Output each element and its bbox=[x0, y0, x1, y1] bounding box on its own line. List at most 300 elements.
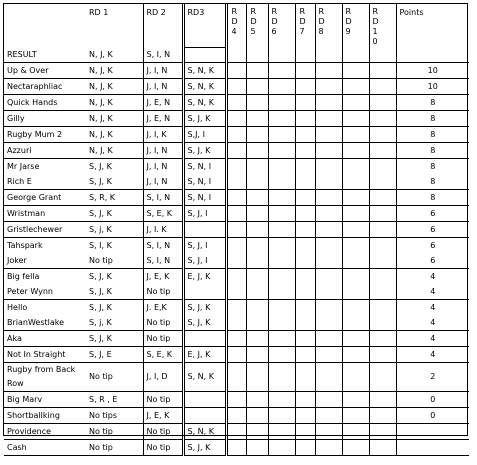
result-label: RESULT bbox=[4, 47, 86, 62]
rd9-tip bbox=[342, 439, 369, 455]
rd8-tip bbox=[315, 126, 342, 142]
rd7-tip bbox=[295, 391, 315, 407]
tipster-name: Up & Over bbox=[4, 62, 86, 78]
rd6-tip bbox=[268, 142, 295, 158]
table-row bbox=[4, 362, 469, 391]
rd6-tip bbox=[268, 439, 295, 455]
rd8-tip bbox=[315, 237, 342, 253]
rd4-tip bbox=[226, 330, 246, 346]
rd2-tip: J, I, K bbox=[143, 126, 183, 142]
rd5-tip bbox=[246, 78, 268, 94]
table-row bbox=[4, 110, 469, 126]
rd7-tip bbox=[295, 268, 315, 284]
rd7-tip bbox=[295, 158, 315, 174]
rd6-tip bbox=[268, 315, 295, 331]
rd7-tip bbox=[295, 439, 315, 455]
result-rd2: S, I, N bbox=[143, 47, 183, 62]
rd2-tip: No tip bbox=[143, 391, 183, 407]
rd1-tip: S, R , E bbox=[86, 391, 143, 407]
rd4-tip bbox=[226, 189, 246, 205]
table-row bbox=[4, 126, 469, 142]
rd3-tip: E, J, K bbox=[183, 346, 226, 362]
rd2-tip: J, I. K bbox=[143, 221, 183, 237]
header-rd9 bbox=[342, 4, 369, 47]
rd3-tip: S, J, I bbox=[183, 205, 226, 221]
table-row bbox=[4, 62, 469, 78]
header-rd8 bbox=[315, 4, 342, 47]
rd3-tip: S, J, K bbox=[183, 110, 226, 126]
points-value: 6 bbox=[430, 240, 436, 250]
rd4-tip bbox=[226, 110, 246, 126]
tipster-name: Peter Wynn bbox=[4, 284, 86, 300]
rd3-tip: S, J, I bbox=[183, 237, 226, 253]
rd10-tip bbox=[369, 110, 396, 126]
result-rd6 bbox=[268, 47, 295, 62]
rd10-tip bbox=[369, 142, 396, 158]
rd8-tip bbox=[315, 158, 342, 174]
points-value: 8 bbox=[396, 94, 469, 110]
tipster-name: Big fella bbox=[7, 271, 40, 281]
rd10-tip bbox=[369, 423, 396, 439]
points-value: 8 bbox=[396, 110, 469, 126]
rd3-tip: S, N, K bbox=[183, 78, 226, 94]
result-rd4 bbox=[226, 47, 246, 62]
table-row bbox=[4, 299, 469, 315]
rd5-tip bbox=[246, 315, 268, 331]
header-rd5 bbox=[246, 4, 268, 47]
points-value: 6 bbox=[396, 221, 469, 237]
rd3-tip: S, J, I bbox=[183, 253, 226, 269]
rd4-tip bbox=[226, 62, 246, 78]
rd8-tip bbox=[315, 78, 342, 94]
result-rd3 bbox=[183, 47, 226, 62]
rd9-tip bbox=[342, 221, 369, 237]
rd5-tip bbox=[246, 407, 268, 423]
tipster-name: Mr Jarse bbox=[7, 161, 40, 171]
rd5-tip bbox=[246, 253, 268, 269]
table-row bbox=[4, 221, 469, 237]
rd10-tip bbox=[369, 362, 396, 391]
points-value: 0 bbox=[396, 391, 469, 407]
rd9-tip bbox=[342, 142, 369, 158]
rd8-tip bbox=[315, 268, 342, 284]
rd6-tip bbox=[268, 94, 295, 110]
table-row bbox=[4, 268, 469, 284]
rd2-tip: No tip bbox=[143, 284, 183, 300]
rd8-tip bbox=[315, 189, 342, 205]
rd6-tip bbox=[268, 423, 295, 439]
rd3-tip: S, N, I bbox=[183, 174, 226, 190]
result-rd5 bbox=[246, 47, 268, 62]
rd1-tip: S, j, K bbox=[86, 221, 143, 237]
points-value: 8 bbox=[396, 174, 469, 190]
result-rd1: N, J, K bbox=[86, 47, 143, 62]
table-row bbox=[4, 205, 469, 221]
rd7-tip bbox=[295, 315, 315, 331]
rd9-tip bbox=[342, 94, 369, 110]
rd10-tip bbox=[369, 330, 396, 346]
rd8-tip bbox=[315, 174, 342, 190]
rd1-tip: No tip bbox=[86, 423, 143, 439]
table-row bbox=[4, 189, 469, 205]
header-rd7 bbox=[295, 4, 315, 47]
rd8-tip bbox=[315, 110, 342, 126]
rd4-tip bbox=[226, 315, 246, 331]
rd1-tip: S, J, K bbox=[86, 330, 143, 346]
rd10-tip bbox=[369, 299, 396, 315]
rd3-tip bbox=[183, 407, 226, 423]
points-value: 4 bbox=[396, 284, 469, 300]
points-value: 0 bbox=[396, 407, 469, 423]
rd10-tip bbox=[369, 407, 396, 423]
header-rd3: RD3 bbox=[183, 4, 226, 47]
rd9-tip bbox=[342, 330, 369, 346]
rd4-tip bbox=[226, 221, 246, 237]
rd9-tip bbox=[342, 391, 369, 407]
rd7-tip bbox=[295, 237, 315, 253]
rd1-tip: S, J, K bbox=[86, 284, 143, 300]
rd5-tip bbox=[246, 221, 268, 237]
rd7-tip bbox=[295, 330, 315, 346]
rd9-tip bbox=[342, 299, 369, 315]
rd7-tip bbox=[295, 221, 315, 237]
rd10-tip bbox=[369, 221, 396, 237]
points-value: 10 bbox=[396, 78, 469, 94]
rd3-tip bbox=[183, 284, 226, 300]
table-row bbox=[4, 78, 469, 94]
rd9-tip bbox=[342, 253, 369, 269]
header-rd5-text: R D 5 bbox=[250, 7, 257, 36]
rd1-tip: S, J, K bbox=[86, 268, 143, 284]
rd7-tip bbox=[295, 299, 315, 315]
header-row bbox=[4, 4, 469, 47]
rd10-tip bbox=[369, 205, 396, 221]
rd5-tip bbox=[246, 423, 268, 439]
rd9-tip bbox=[342, 62, 369, 78]
header-rd10 bbox=[369, 4, 396, 47]
header-rd9-text: RD 9 bbox=[345, 7, 352, 36]
rd6-tip bbox=[268, 189, 295, 205]
rd9-tip bbox=[342, 237, 369, 253]
rd5-tip bbox=[246, 205, 268, 221]
rd6-tip bbox=[268, 78, 295, 94]
rd7-tip bbox=[295, 142, 315, 158]
table-row bbox=[4, 237, 469, 253]
rd6-tip bbox=[268, 268, 295, 284]
tipping-table bbox=[4, 4, 469, 456]
rd6-tip bbox=[268, 362, 295, 391]
rd9-tip bbox=[342, 423, 369, 439]
rd1-tip: N, J, K bbox=[86, 78, 143, 94]
rd4-tip bbox=[226, 126, 246, 142]
tipster-name: Quick Hands bbox=[4, 94, 86, 110]
rd10-tip bbox=[369, 284, 396, 300]
rd2-tip: J, E, K bbox=[143, 268, 183, 284]
rd1-tip: S, J, K bbox=[86, 299, 143, 315]
rd5-tip bbox=[246, 330, 268, 346]
tipster-name: Gilly bbox=[4, 110, 86, 126]
rd4-tip bbox=[226, 253, 246, 269]
rd2-tip: No tip bbox=[143, 330, 183, 346]
rd10-tip bbox=[369, 158, 396, 174]
rd9-tip bbox=[342, 205, 369, 221]
rd3-tip bbox=[183, 221, 226, 237]
tipster-name: Hello bbox=[7, 302, 28, 312]
rd2-tip: S, I, N bbox=[143, 253, 183, 269]
rd3-tip: S, N, I bbox=[183, 158, 226, 174]
rd3-tip bbox=[183, 330, 226, 346]
rd6-tip bbox=[268, 174, 295, 190]
rd8-tip bbox=[315, 391, 342, 407]
rd8-tip bbox=[315, 315, 342, 331]
rd8-tip bbox=[315, 439, 342, 455]
rd2-tip: No tip bbox=[143, 315, 183, 331]
rd4-tip bbox=[226, 346, 246, 362]
header-rd7-text: R D 7 bbox=[299, 7, 306, 36]
rd7-tip bbox=[295, 346, 315, 362]
points-value: 6 bbox=[396, 205, 469, 221]
rd8-tip bbox=[315, 362, 342, 391]
result-points bbox=[396, 47, 469, 62]
tipster-name: Gristlechewer bbox=[4, 221, 86, 237]
rd5-tip bbox=[246, 268, 268, 284]
rd8-tip bbox=[315, 299, 342, 315]
tipster-name: George Grant bbox=[4, 189, 86, 205]
rd3-tip: S, N, I bbox=[183, 189, 226, 205]
rd2-tip: S, E, K bbox=[143, 205, 183, 221]
header-rd2: RD 2 bbox=[143, 4, 183, 47]
rd5-tip bbox=[246, 62, 268, 78]
rd1-tip: S, I, K bbox=[86, 237, 143, 253]
rd8-tip bbox=[315, 253, 342, 269]
rd2-tip: J, I, N bbox=[143, 158, 183, 174]
rd5-tip bbox=[246, 346, 268, 362]
rd7-tip bbox=[295, 423, 315, 439]
rd8-tip bbox=[315, 62, 342, 78]
rd2-tip: J, I, D bbox=[143, 362, 183, 391]
rd10-tip bbox=[369, 78, 396, 94]
rd3-tip: S, J, K bbox=[183, 439, 226, 455]
rd3-tip: S, J, K bbox=[183, 299, 226, 315]
header-rd4-text: R D 4 bbox=[231, 7, 238, 36]
rd1-tip: N, J, K bbox=[86, 110, 143, 126]
points-value: 4 bbox=[396, 330, 469, 346]
rd6-tip bbox=[268, 391, 295, 407]
rd9-tip bbox=[342, 78, 369, 94]
tipster-name: Joker bbox=[4, 253, 86, 269]
rd4-tip bbox=[226, 94, 246, 110]
rd4-tip bbox=[226, 174, 246, 190]
rd8-tip bbox=[315, 221, 342, 237]
tipster-name: Azzuri bbox=[4, 142, 86, 158]
header-rd6 bbox=[268, 4, 295, 47]
header-rd8-text: RD 8 bbox=[318, 7, 325, 36]
points-value: 4 bbox=[430, 302, 436, 312]
table-row bbox=[4, 253, 469, 269]
rd8-tip bbox=[315, 407, 342, 423]
rd2-tip: J, E, N bbox=[143, 94, 183, 110]
rd5-tip bbox=[246, 299, 268, 315]
result-rd8 bbox=[315, 47, 342, 62]
rd4-tip bbox=[226, 407, 246, 423]
rd1-tip: S, j, K bbox=[86, 315, 143, 331]
rd2-tip: No tip bbox=[143, 423, 183, 439]
tipster-name: Tahspark bbox=[7, 240, 43, 250]
rd3-tip: S, N, K bbox=[183, 94, 226, 110]
rd9-tip bbox=[342, 110, 369, 126]
rd6-tip bbox=[268, 62, 295, 78]
rd1-tip: No tips bbox=[86, 407, 143, 423]
rd4-tip bbox=[226, 299, 246, 315]
rd9-tip bbox=[342, 284, 369, 300]
rd1-tip: S, J, K bbox=[86, 205, 143, 221]
rd4-tip bbox=[226, 284, 246, 300]
points-value: 4 bbox=[396, 346, 469, 362]
rd10-tip bbox=[369, 174, 396, 190]
points-value: 10 bbox=[396, 62, 469, 78]
rd7-tip bbox=[295, 284, 315, 300]
rd4-tip bbox=[226, 391, 246, 407]
rd4-tip bbox=[226, 237, 246, 253]
rd3-tip: S, N, K bbox=[183, 362, 226, 391]
rd3-tip: S, J, K bbox=[183, 142, 226, 158]
rd6-tip bbox=[268, 284, 295, 300]
rd7-tip bbox=[295, 362, 315, 391]
table-row bbox=[4, 423, 469, 439]
rd1-tip: No tip bbox=[86, 253, 143, 269]
rd2-tip: S, I, N bbox=[143, 189, 183, 205]
table-row bbox=[4, 391, 469, 407]
rd2-tip: J, E, N bbox=[143, 110, 183, 126]
rd7-tip bbox=[295, 189, 315, 205]
rd6-tip bbox=[268, 205, 295, 221]
rd5-tip bbox=[246, 189, 268, 205]
rd1-tip: S, J, K bbox=[86, 158, 143, 174]
tipster-name: Rugby Mum 2 bbox=[4, 126, 86, 142]
table-row bbox=[4, 284, 469, 300]
rd2-tip: J, I, N bbox=[143, 174, 183, 190]
rd4-tip bbox=[226, 423, 246, 439]
rd2-tip: J, I, N bbox=[143, 62, 183, 78]
rd1-tip: N, J, K bbox=[86, 142, 143, 158]
rd6-tip bbox=[268, 237, 295, 253]
table-row bbox=[4, 407, 469, 423]
tipster-name: Rich E bbox=[4, 174, 86, 190]
rd4-tip bbox=[226, 78, 246, 94]
rd5-tip bbox=[246, 391, 268, 407]
rd4-tip bbox=[226, 439, 246, 455]
rd1-tip: S, R, K bbox=[86, 189, 143, 205]
table-row bbox=[4, 439, 469, 455]
rd1-tip: N, J, K bbox=[86, 94, 143, 110]
rd8-tip bbox=[315, 330, 342, 346]
points-value: 4 bbox=[430, 271, 436, 281]
result-rd7 bbox=[295, 47, 315, 62]
rd2-tip: S, I, N bbox=[143, 237, 183, 253]
rd6-tip bbox=[268, 110, 295, 126]
rd9-tip bbox=[342, 174, 369, 190]
rd8-tip bbox=[315, 346, 342, 362]
rd1-tip: No tip bbox=[86, 362, 143, 391]
table-row bbox=[4, 346, 469, 362]
rd5-tip bbox=[246, 94, 268, 110]
points-value: 8 bbox=[396, 189, 469, 205]
points-value bbox=[396, 423, 469, 439]
rd10-tip bbox=[369, 391, 396, 407]
rd10-tip bbox=[369, 94, 396, 110]
rd5-tip bbox=[246, 110, 268, 126]
result-rd9 bbox=[342, 47, 369, 62]
tipster-name: Wristman bbox=[4, 205, 86, 221]
tipster-name: Providence bbox=[4, 423, 86, 439]
rd4-tip bbox=[226, 362, 246, 391]
rd6-tip bbox=[268, 299, 295, 315]
rd6-tip bbox=[268, 126, 295, 142]
rd9-tip bbox=[342, 346, 369, 362]
rd4-tip bbox=[226, 268, 246, 284]
rd8-tip bbox=[315, 94, 342, 110]
rd9-tip bbox=[342, 268, 369, 284]
tipster-name: Big Marv bbox=[4, 391, 86, 407]
rd7-tip bbox=[295, 62, 315, 78]
rd7-tip bbox=[295, 174, 315, 190]
tipster-name: Cash bbox=[4, 439, 86, 455]
rd2-tip: J, I, N bbox=[143, 142, 183, 158]
tipster-name: Not In Straight bbox=[4, 346, 86, 362]
rd5-tip bbox=[246, 142, 268, 158]
result-rd10 bbox=[369, 47, 396, 62]
rd6-tip bbox=[268, 253, 295, 269]
tipster-name: Nectaraphliac bbox=[4, 78, 86, 94]
rd7-tip bbox=[295, 253, 315, 269]
rd10-tip bbox=[369, 439, 396, 455]
rd3-tip: S, N, K bbox=[183, 62, 226, 78]
rd10-tip bbox=[369, 315, 396, 331]
rd5-tip bbox=[246, 158, 268, 174]
rd4-tip bbox=[226, 205, 246, 221]
points-value: 8 bbox=[396, 142, 469, 158]
result-row bbox=[4, 47, 469, 62]
rd5-tip bbox=[246, 362, 268, 391]
rd1-tip: N, J, K bbox=[86, 126, 143, 142]
rd6-tip bbox=[268, 407, 295, 423]
rd10-tip bbox=[369, 126, 396, 142]
points-value: 8 bbox=[396, 126, 469, 142]
rd6-tip bbox=[268, 330, 295, 346]
header-rd1: RD 1 bbox=[86, 4, 143, 47]
rd4-tip bbox=[226, 142, 246, 158]
rd5-tip bbox=[246, 237, 268, 253]
points-value bbox=[396, 439, 469, 455]
rd1-tip: S, J, K bbox=[86, 174, 143, 190]
rd6-tip bbox=[268, 346, 295, 362]
points-value: 2 bbox=[396, 362, 469, 391]
corner-cell bbox=[4, 4, 86, 47]
rd1-tip: N, J, K bbox=[86, 62, 143, 78]
rd9-tip bbox=[342, 315, 369, 331]
tipster-name: Aka bbox=[4, 330, 86, 346]
points-value: 8 bbox=[430, 161, 436, 171]
rd10-tip bbox=[369, 237, 396, 253]
rd1-tip: No tip bbox=[86, 439, 143, 455]
rd7-tip bbox=[295, 110, 315, 126]
rd9-tip bbox=[342, 362, 369, 391]
rd2-tip: No tip bbox=[143, 439, 183, 455]
rd3-tip: S, J, K bbox=[183, 315, 226, 331]
rd7-tip bbox=[295, 78, 315, 94]
rd2-tip: J. E,K bbox=[143, 299, 183, 315]
rd3-tip: S, N, K bbox=[183, 423, 226, 439]
